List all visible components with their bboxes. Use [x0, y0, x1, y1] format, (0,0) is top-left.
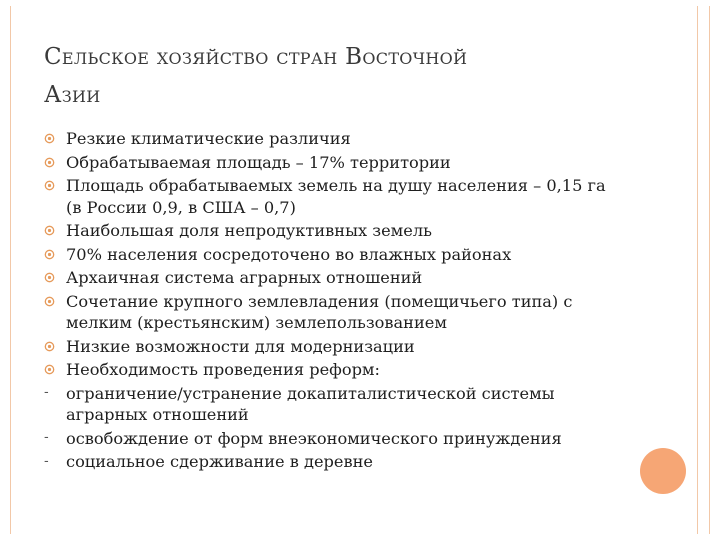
- list-item: [44, 244, 624, 266]
- circle-bullet-icon: [44, 175, 58, 196]
- slide-title: [44, 38, 664, 114]
- list-item-text: ограничение/устранение докапиталистической системы аграрных отношений: [66, 383, 555, 424]
- circle-bullet-icon: [44, 152, 58, 173]
- slide-title-line-1: Сельское хозяйство стран Восточной: [44, 44, 468, 70]
- list-item-text: Резкие климатические различия: [66, 129, 351, 148]
- list-item-text: Необходимость проведения реформ:: [66, 360, 380, 379]
- list-item-text: Архаичная система аграрных отношений: [66, 268, 423, 287]
- list-item: [44, 428, 624, 450]
- bullet-list: [44, 128, 624, 475]
- slide-frame-inner-line: [697, 6, 698, 534]
- list-item: [44, 291, 624, 334]
- circle-bullet-icon: [44, 336, 58, 357]
- list-item: [44, 383, 624, 426]
- slide-title-line-2: Азии: [44, 82, 101, 108]
- list-item-text: освобождение от форм внеэкономического принуждения: [66, 428, 562, 448]
- list-item: [44, 267, 624, 289]
- list-item: [44, 336, 624, 358]
- circle-bullet-icon: [44, 359, 58, 380]
- list-item-text: Низкие возможности для модернизации: [66, 336, 415, 356]
- list-item: [44, 451, 624, 473]
- circle-bullet-icon: [44, 267, 58, 288]
- circle-bullet-icon: [44, 128, 58, 149]
- list-item: [44, 220, 624, 242]
- circle-bullet-icon: [44, 244, 58, 265]
- list-item: [44, 359, 624, 381]
- list-item-text: социальное сдерживание в деревне: [66, 452, 373, 471]
- list-item-text: Обрабатываемая площадь – 17% территории: [66, 152, 451, 172]
- circle-bullet-icon: [44, 291, 58, 312]
- list-item-text: 70% населения сосредоточено во влажных районах: [66, 244, 512, 264]
- list-item: [44, 128, 624, 150]
- dash-bullet-icon: -: [44, 430, 49, 446]
- dash-bullet-icon: -: [44, 385, 49, 401]
- list-item: [44, 152, 624, 174]
- circle-bullet-icon: [44, 220, 58, 241]
- list-item: [44, 175, 624, 218]
- list-item-text: Наибольшая доля непродуктивных земель: [66, 221, 432, 240]
- list-item-text: Площадь обрабатываемых земель на душу населения – 0,15 га (в России 0,9, в США – 0,7): [66, 176, 606, 217]
- decorative-circle: [640, 448, 686, 494]
- dash-bullet-icon: -: [44, 453, 49, 469]
- list-item-text: Сочетание крупного землевладения (помещичьего типа) с мелким (крестьянским) землепользованием: [66, 291, 573, 332]
